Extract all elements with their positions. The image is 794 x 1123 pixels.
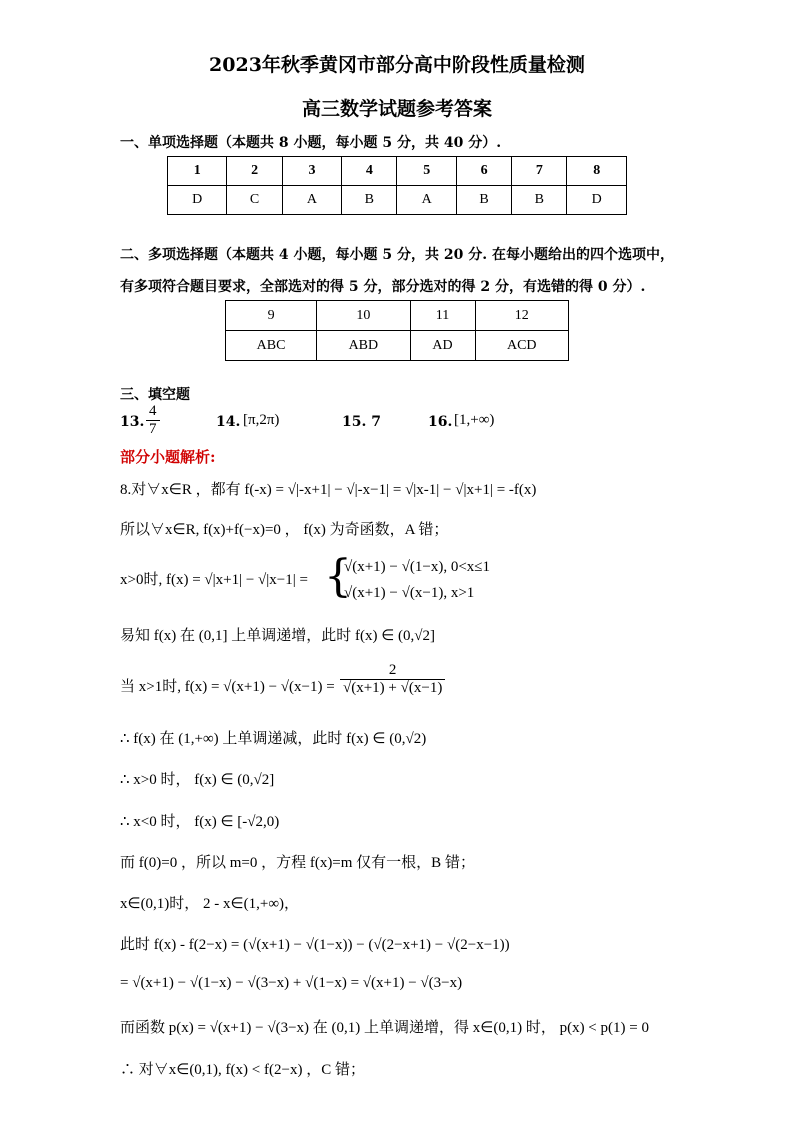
fraction-numerator: 2 [340, 662, 445, 680]
q16-answer: [1,+∞) [454, 412, 495, 428]
section1-number-row [168, 157, 627, 186]
analysis-line-1: 8.对∀x∈R ，都有 f(-x) = √|-x+1| − √|-x−1| = √|x-1| − √|x+1| = -f(x) [120, 482, 537, 498]
table-cell-number: 2 [227, 157, 282, 186]
q13-denominator: 7 [149, 421, 157, 437]
section2-number-row [226, 301, 569, 331]
table-cell-answer: A [282, 186, 341, 215]
analysis-fraction [340, 662, 445, 697]
document-subtitle: 高三数学试题参考答案 [301, 98, 492, 120]
table-cell-number: 4 [342, 157, 397, 186]
table-cell-answer: AD [410, 331, 475, 361]
table-cell-answer: ACD [475, 331, 568, 361]
table-cell-answer: A [397, 186, 456, 215]
analysis-line-13: 而函数 p(x) = √(x+1) − √(3−x) 在 (0,1) 上单调递增，得 x∈(0,1) 时， p(x) < p(1) = 0 [120, 1020, 649, 1036]
brace-icon: { [324, 551, 352, 602]
analysis-case-2: √(x+1) − √(x−1), x>1 [344, 585, 475, 601]
table-cell-number: 3 [282, 157, 341, 186]
q13-numerator: 4 [146, 403, 160, 421]
section1-heading: 一、单项选择题（本题共 8 小题，每小题 5 分，共 40 分）. [120, 135, 502, 151]
table-cell-answer: B [342, 186, 397, 215]
section1-answer-row [168, 186, 627, 215]
analysis-line-2: 所以∀x∈R, f(x)+f(−x)=0 ， f(x) 为奇函数，A 错； [120, 522, 449, 538]
document-title: 2023年秋季黄冈市部分高中阶段性质量检测 [209, 54, 585, 76]
table-cell-answer: D [168, 186, 227, 215]
analysis-line-10: x∈(0,1)时， 2 - x∈(1,+∞)， [120, 896, 300, 912]
fraction-denominator: √(x+1) + √(x−1) [343, 680, 443, 696]
q14-answer: [π,2π) [243, 412, 280, 428]
table-cell-answer: ABC [226, 331, 317, 361]
section2-heading-line2: 有多项符合题目要求，全部选对的得 5 分，部分选对的得 2 分，有选错的得 0 分）. [120, 279, 646, 295]
table-cell-number: 1 [168, 157, 227, 186]
table-cell-number: 11 [410, 301, 475, 331]
analysis-line-11: 此时 f(x) - f(2−x) = (√(x+1) − √(1−x)) − (√(2−x+1) − √(2−x−1)) [120, 937, 510, 953]
table-cell-number: 10 [317, 301, 410, 331]
analysis-case-1: √(x+1) − √(1−x), 0<x≤1 [344, 559, 491, 575]
analysis-line-9: 而 f(0)=0 ，所以 m=0 ，方程 f(x)=m 仅有一根，B 错； [120, 855, 475, 871]
analysis-line-14: ∴ 对∀x∈(0,1), f(x) < f(2−x) ，C 错； [120, 1062, 365, 1078]
table-cell-number: 6 [456, 157, 511, 186]
table-cell-answer: B [456, 186, 511, 215]
table-cell-number: 8 [567, 157, 627, 186]
analysis-line-6: ∴ f(x) 在 (1,+∞) 上单调递减，此时 f(x) ∈ (0,√2) [120, 731, 427, 747]
section2-answer-table [225, 300, 569, 361]
analysis-line-3: x>0时, f(x) = √|x+1| − √|x−1| = [120, 572, 308, 588]
section3-heading: 三、填空题 [120, 387, 190, 403]
table-cell-answer: B [512, 186, 567, 215]
table-cell-number: 7 [512, 157, 567, 186]
table-cell-number: 12 [475, 301, 568, 331]
q13-label: 13. [120, 414, 145, 430]
q14-label: 14. [216, 414, 241, 430]
analysis-line-12: = √(x+1) − √(1−x) − √(3−x) + √(1−x) = √(x+1) − √(3−x) [120, 975, 463, 991]
section2-answer-row [226, 331, 569, 361]
analysis-heading: 部分小题解析: [120, 448, 216, 466]
analysis-line-8: ∴ x<0 时， f(x) ∈ [-√2,0) [120, 814, 280, 830]
table-cell-answer: D [567, 186, 627, 215]
analysis-line-4: 易知 f(x) 在 (0,1] 上单调递增，此时 f(x) ∈ (0,√2] [120, 628, 436, 644]
q16-label: 16. [428, 414, 453, 430]
table-cell-number: 9 [226, 301, 317, 331]
table-cell-answer: ABD [317, 331, 410, 361]
section1-answer-table [167, 156, 627, 215]
q13-answer [146, 403, 160, 438]
section2-heading-line1: 二、多项选择题（本题共 4 小题，每小题 5 分，共 20 分. 在每小题给出的四个选项中， [120, 247, 674, 263]
q15-answer: 15. 7 [342, 414, 381, 430]
table-cell-answer: C [227, 186, 282, 215]
table-cell-number: 5 [397, 157, 456, 186]
analysis-line-7: ∴ x>0 时， f(x) ∈ (0,√2] [120, 772, 275, 788]
analysis-line-5: 当 x>1时, f(x) = √(x+1) − √(x−1) = [120, 679, 335, 695]
